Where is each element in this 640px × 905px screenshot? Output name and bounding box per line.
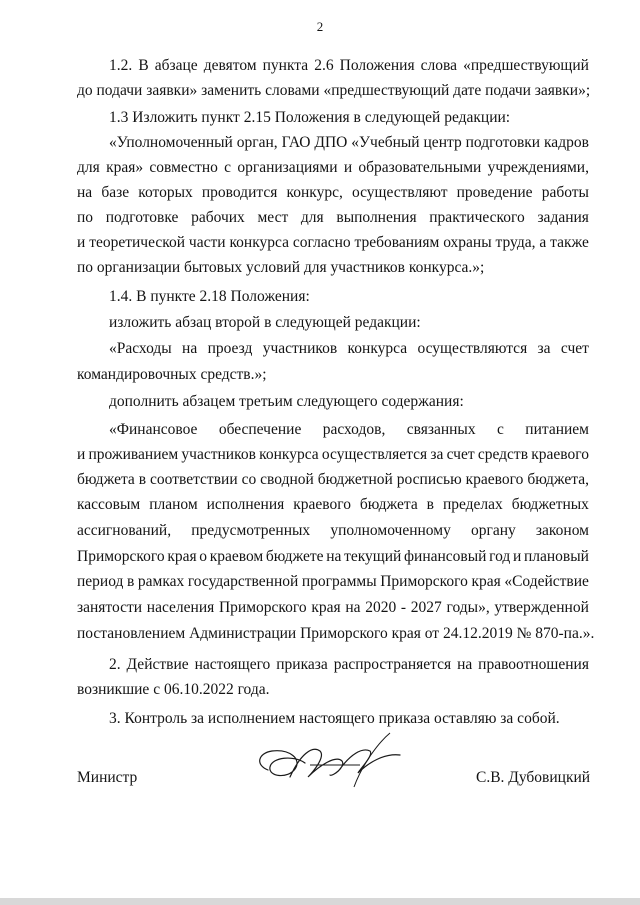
text-line: 2. Действие настоящего приказа распространяется на правоотношения xyxy=(109,656,589,673)
text-line: командировочных средств.»; xyxy=(77,366,267,383)
text-line: 3. Контроль за исполнением настоящего приказа оставляю за собой. xyxy=(109,710,560,727)
text-line: дополнить абзацем третьим следующего содержания: xyxy=(109,393,464,410)
signatory-title: Министр xyxy=(77,769,138,786)
page-number: 2 xyxy=(316,19,324,34)
text-line: 1.4. В пункте 2.18 Положения: xyxy=(109,288,310,305)
text-line: по организации бытовых условий для участников конкурса.»; xyxy=(77,259,485,276)
text-line: «Финансовое обеспечение расходов, связанных с питанием xyxy=(109,421,589,438)
text-line: на базе которых проводится конкурс, осуществляют проведение работы xyxy=(77,184,589,201)
text-line: период в рамках государственной программы Приморского края «Содействие xyxy=(77,573,589,590)
text-line: для края» совместно с организациями и образовательными учреждениями, xyxy=(77,159,589,176)
text-line: изложить абзац второй в следующей редакции: xyxy=(109,314,421,331)
text-line: Приморского края о краевом бюджете на текущий финансовый год и плановый xyxy=(77,548,589,565)
text-line: занятости населения Приморского края на 2020 - 2027 годы», утвержденной xyxy=(77,599,589,616)
text-line: кассовым планом исполнения краевого бюджета в пределах бюджетных xyxy=(77,496,589,513)
signatory-name: С.В. Дубовицкий xyxy=(476,769,591,786)
text-line: до подачи заявки» заменить словами «предшествующий дате подачи заявки»; xyxy=(77,82,591,99)
text-line: 1.3 Изложить пункт 2.15 Положения в следующей редакции: xyxy=(109,109,511,126)
text-line: 1.2. В абзаце девятом пункта 2.6 Положения слова «предшествующий xyxy=(109,57,589,74)
text-line: и теоретической части конкурса согласно требованиям охраны труда, а также xyxy=(77,234,589,251)
text-line: ассигнований, предусмотренных уполномоченному органу законом xyxy=(77,522,589,539)
scan-edge xyxy=(0,898,640,905)
text-line: по подготовке рабочих мест для выполнения практического задания xyxy=(77,209,589,226)
text-line: «Расходы на проезд участников конкурса осуществляются за счет xyxy=(109,340,589,357)
text-line: возникшие с 06.10.2022 года. xyxy=(77,681,270,698)
handwritten-signature xyxy=(250,725,420,795)
text-line: постановлением Администрации Приморского края от 24.12.2019 № 870-па.». xyxy=(77,625,595,642)
text-line: бюджета в соответствии со сводной бюджетной росписью краевого бюджета, xyxy=(77,471,589,488)
text-line: и проживанием участников конкурса осуществляется за счет средств краевого xyxy=(77,446,589,463)
text-line: «Уполномоченный орган, ГАО ДПО «Учебный центр подготовки кадров xyxy=(109,134,589,151)
